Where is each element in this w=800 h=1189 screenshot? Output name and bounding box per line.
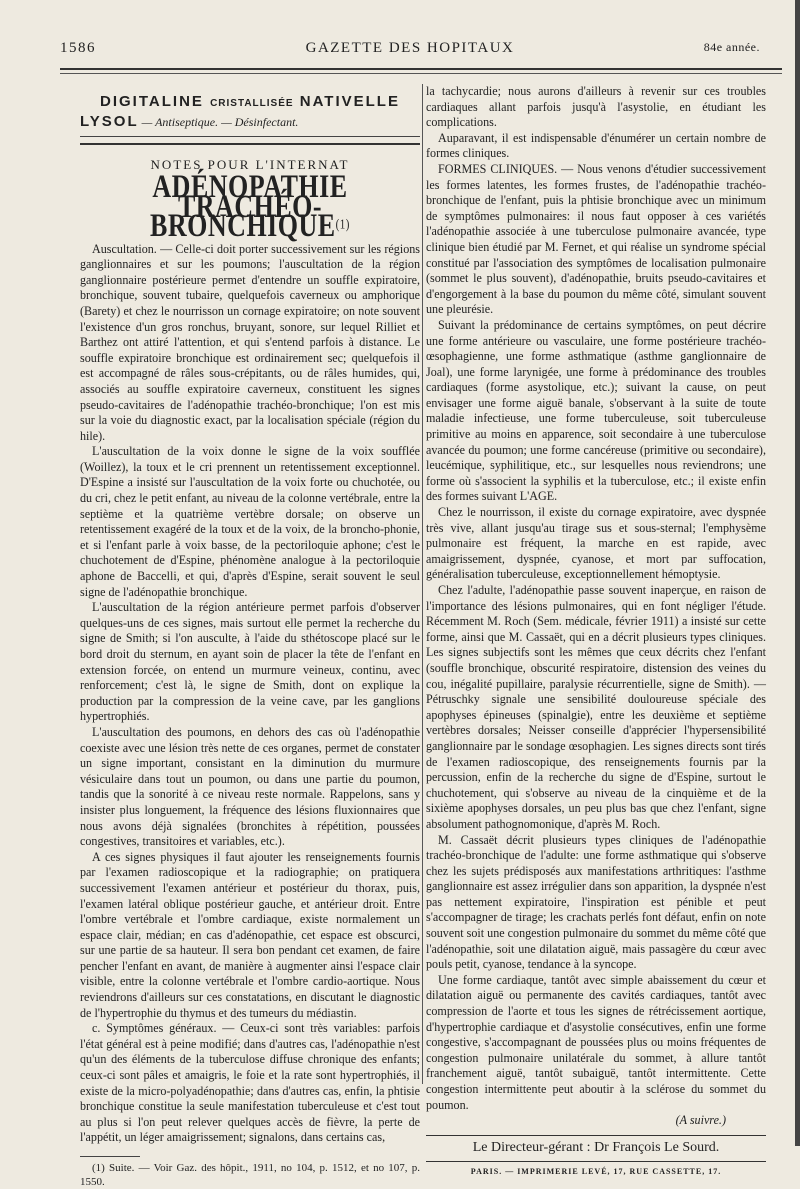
page-number: 1586 [60,40,96,56]
journal-title: GAZETTE DES HOPITAUX [305,40,515,56]
ad-digitaline: DIGITALINE CRISTALLISÉE NATIVELLE [100,93,400,110]
director-signature: Le Directeur-gérant : Dr François Le Sourd. [472,1139,720,1155]
footnote-rule [80,1156,140,1157]
journal-year: 84e année. [703,40,760,54]
ad-lysol: LYSOL — Antiseptique. — Désinfectant. [80,112,299,130]
ad-divider-thick [80,143,420,145]
paragraph: Auscultation. — Celle-ci doit porter successivement sur les régions ganglionnaires et sur les poumons; l'auscultation de la région ganglionnaire postérieure permet d'entendre un souffle expiratoire, bronchique, souvent tubaire, quelquefois caverneux ou amphorique (Barety) et chez le nourrisson un cornage expiratoire; on note souvent l'existence d'un gros ronchus, bruyant, sonore, sur lequel Rilliet et Barthez ont attiré l'attention, et qui s'entend parfois à distance. Le souffle expiratoire bronchique est ordinairement sec; quelquefois il est accompagné de râles sous-crépitants, ou de râles humides, qui, associés au souffle expiratoire caverneux, constituent les signes pseudo-cavitaires de l'adénopathie trachéo-bronchique; l'on est mis sur la voie du diagnostic exact, par la localisation spéciale (région du hile). [80,241,420,443]
page-header [60,40,760,62]
to-be-continued: (A suivre.) [675,1113,726,1128]
paragraph: FORMES CLINIQUES. — Nous venons d'étudier successivement les formes latentes, les formes frustes, de l'adénopathie trachéo-bronchique de l'enfant, puis la phtisie bronchique avec un minimum de symptômes pulmonaires: il nous faut opposer à ces variétés l'adénopathie associée à une tuberculose pulmonaire avancée, type clinique bien étudié par M. Fernet, et qui réalise un syndrome spécial constitué par l'association des symptômes de localisation pulmonaire (sommet le plus souvent), d'adénopathie, bruits pseudo-cavitaires et d'engorgement à la base du poumon du même côté, simulant souvent une pleurésie. [426,161,766,317]
left-column [80,84,420,1189]
paragraph: Auparavant, il est indispensable d'énumérer un certain nombre de formes cliniques. [426,130,766,161]
printer-line: PARIS. — IMPRIMERIE LEVÉ, 17, RUE CASSETTE, 17. [470,1167,722,1177]
footnote: (1) Suite. — Voir Gaz. des hôpit., 1911, no 104, p. 1512, et no 107, p. 1550. [80,1162,420,1188]
page-edge [795,0,800,1146]
right-column [426,84,766,1180]
header-rule-thin [60,73,782,74]
paragraph: L'auscultation de la région antérieure permet parfois d'observer quelques-uns de ces signes, mais surtout elle permet la recherche du signe de Smith; si l'on ausculte, à l'aide du sthétoscope placé sur le bord droit du sternum, en ayant soin de placer la tête de l'enfant en extension forcée, on entend un murmure veineux, continu, avec renforcement; c'est là, le signe de Smith, dont on explique la production par la compression de la veine cave, par les ganglions hypertrophiés. [80,600,420,724]
section-heading: NOTES POUR L'INTERNAT [150,157,350,173]
article-title: ADÉNOPATHIE TRACHÉO-BRONCHIQUE$^{(1)}$ [150,168,350,244]
paragraph: la tachycardie; nous aurons d'ailleurs à revenir sur ces troubles cardiaques allant parfois jusqu'à l'asystolie, en étudiant les complications. [426,84,766,130]
paragraph: c. Symptômes généraux. — Ceux-ci sont très variables: parfois l'état général est à peine modifié; dans d'autres cas, l'adénopathie n'est qu'un des éléments de la tuberculose diffuse chronique des enfants; ceux-ci sont pâles et amaigris, le foie et la rate sont hypertrophiés, il existe de la micro-polyadénopathie; dans d'autres cas, enfin, la phtisie bronchique constitue la seule manifestation tuberculeuse et c'est tout au plus si l'on peut relever quelques accès de fièvre, la perte de l'appétit, un léger amaigrissement; signalons, dans certains cas, [80,1021,420,1145]
paragraph: Chez l'adulte, l'adénopathie passe souvent inaperçue, en raison de l'importance des lésions pulmonaires, qui en font négliger l'étude. Récemment M. Roch (Sem. médicale, février 1911) a insisté sur cette forme, ainsi que M. Cassaët, qui en a décrit plusieurs types cliniques. Les signes subjectifs sont les mêmes que ceux décrits chez l'enfant (souffle bronchique, obscurité respiratoire, distension des veines du cou, inégalité pupillaire, paralysie récurrentielle, signe de Smith). — Pétruschky signale une sensibilité douloureuse spéciale des apophyses épineuses (spinalgie), entre les deuxième et septième vertèbres dorsales; Neisser conseille d'apprécier l'hypersensibilité ganglionnaire par le sondage œsophagien. Les signes directs sont tirés de l'examen radioscopique, des renseignements fournis par la percussion, enfin de la recherche du signe de d'Espine, surtout le chuchotement, qui s'observe au niveau de la cinquième et de la sixième apophyses dorsales, un peu plus bas que chez l'enfant, signe absolument pathognomonique, d'après M. Roch. [426,583,766,831]
paragraph: M. Cassaët décrit plusieurs types cliniques de l'adénopathie trachéo-bronchique de l'adulte: une forme asthmatique qui s'observe chez les sujets prédisposés aux manifestations arthritiques: l'asthme ganglionnaire est assez irrégulier dans son apparition, la dyspnée n'est pas nettement expiratoire, l'inspiration est pénible et peut s'accompagner de tirage; les crachats perlés font défaut, enfin on note souvent soit une congestion pulmonaire du sommet du même côté que l'adénopathie, soit une dilatation aiguë, mais passagère du cœur avec pouls petit, cyanose, tendance à la syncope. [426,832,766,972]
footer-rule-2 [426,1161,766,1162]
paragraph: L'auscultation des poumons, en dehors des cas où l'adénopathie coexiste avec une lésion très nette de ces organes, permet de constater un signe important, consistant en la diminution du murmure vésiculaire dans tout un poumon, ou dans une partie du poumon, tandis que la sonorité à ce niveau reste normale. Rappelons, sans y insister plus longuement, la fréquence des lésions fluxionnaires que nous avons déjà signalées (bronchites à répétition, poussées congestives, transitoires et variables, etc.). [80,724,420,849]
paragraph: Chez le nourrisson, il existe du cornage expiratoire, avec dyspnée très vive, allant jusqu'au tirage sus et sous-sternal; l'emphysème pulmonaire est fréquent, la marche en est rapide, avec amaigrissement, dyspnée, cyanose, et mort par suffocation, généralisation tuberculeuse, exceptionnellement hémoptysie. [426,505,766,582]
header-rule [60,68,782,70]
paragraph: Une forme cardiaque, tantôt avec simple abaissement du cœur et dilatation aiguë ou permanente des cavités cardiaques, tantôt avec compression de l'aorte et tous les signes de rétrécissement aortique, d'hypertrophie cardiaque et d'asystolie consécutives, enfin une forme congestive, s'accompagnant de poussées plus ou moins fréquentes de congestion pulmonaire unilatérale du sommet, à allure tantôt franchement aiguë, tantôt subaiguë, tantôt intermittente. Cette congestion intermittente peut aboutir à la sclérose du sommet du poumon. [426,972,766,1112]
ad-divider [80,136,420,137]
paragraph: A ces signes physiques il faut ajouter les renseignements fournis par l'examen radioscopique et la radiographie; on pratiquera successivement l'examen antérieur et postérieur du thorax, puis, l'examen latéral oblique postérieur gauche, et antérieur droit. Entre l'ombre vertébrale et l'ombre cardiaque, existe normalement un espace clair, médian; en cas d'adénopathie, cet espace est obscurci, sur une partie de sa hauteur. Il sera bon pendant cet examen, de faire pencher l'enfant en avant, de manière à augmenter ainsi l'espace clair visible, entre la colonne vertébrale et l'ombre cardio-aortique. Nous reviendrons d'ailleurs sur ces constatations, en discutant le diagnostic de l'hypertrophie du thymus et des tumeurs du médiastin. [80,849,420,1020]
column-divider [422,84,423,1084]
paragraph: L'auscultation de la voix donne le signe de la voix soufflée (Woillez), la toux et le cri prennent un retentissement exceptionnel. D'Espine a insisté sur l'auscultation de la voix forte ou chuchotée, ou du cri, chez le petit enfant, au niveau de la colonne vertébrale, entre la septième et la quatrième vertèbre dorsale; on observe un retentissement exagéré de la toux et de la voix, de la broncho-phonie, et si l'enfant parle à voix basse, de la pectoriloquie aphone; c'est le chuchotement de d'Espine, phénomène analogue à la pectoriloquie aphone de Baccelli, et qui, d'après d'Espine, serait souvent le seul signe de l'adénopathie bronchique. [80,444,420,599]
footer-rule [426,1135,766,1136]
paragraph: Suivant la prédominance de certains symptômes, on peut décrire une forme antérieure ou vasculaire, une forme postérieure trachéo-œsophagienne, une forme asthmatique (asthme ganglionnaire de Joal), une forme larynigée, une forme à prédominance des troubles cardiaques (forme asystolique, etc.); suivant la cause, on peut envisager une forme aiguë banale, s'observant à la suite de toute maladie infectieuse, une forme tuberculeuse, soit tuberculeuse primitive au moins en apparence, soit secondaire à une tuberculose avancée du poumon; une forme cancéreuse (primitive ou secondaire), leucémique, syphilitique, etc., sur lesquelles nous reviendrons; une forme où s'associent la syphilis et la tuberculose, etc.; il existe enfin des formes suivant L'AGE. [426,317,766,504]
